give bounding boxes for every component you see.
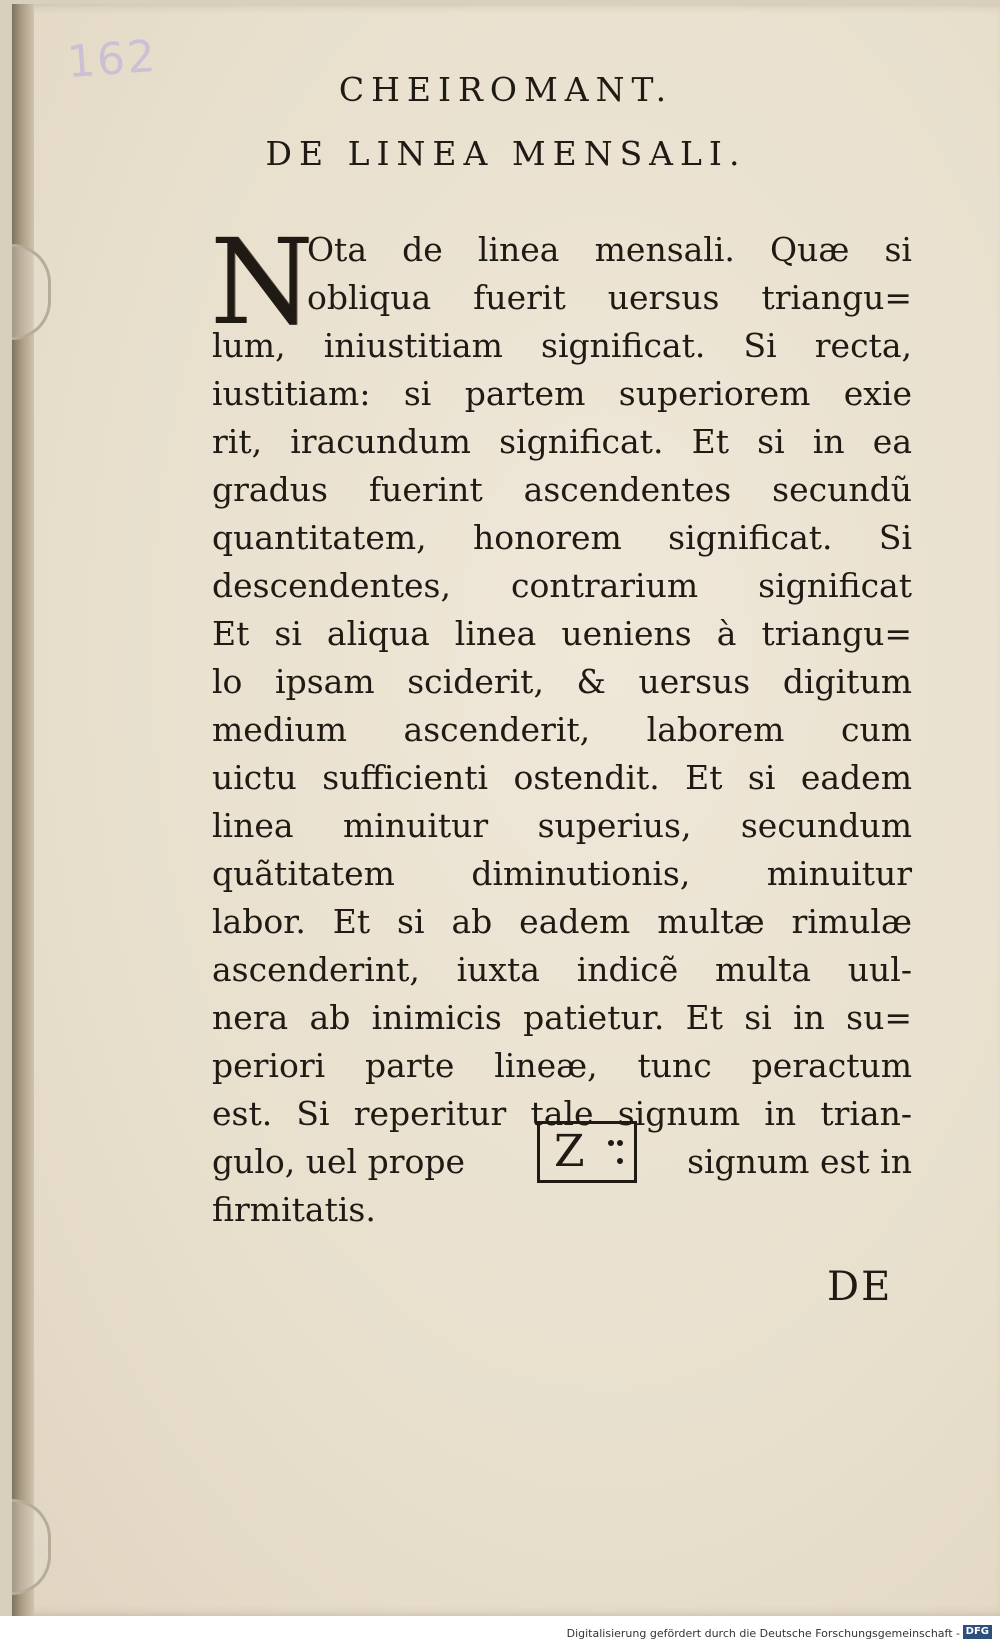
text-line: gradus fuerint ascendentes secundũ bbox=[212, 470, 912, 509]
text-line: obliqua fuerit uersus triangu= bbox=[307, 278, 912, 317]
text-line: quantitatem, honorem significat. Si bbox=[212, 518, 912, 557]
text-line-after-sign: signum est in bbox=[687, 1142, 912, 1181]
text-line: iustitiam: si partem superiorem exie bbox=[212, 374, 912, 413]
text-line: lum, iniustitiam significat. Si recta, bbox=[212, 326, 912, 365]
text-line: labor. Et si ab eadem multæ rimulæ bbox=[212, 902, 912, 941]
page-clip-bottom bbox=[12, 1499, 51, 1595]
text-line: Et si aliqua linea ueniens à triangu= bbox=[212, 614, 912, 653]
text-line: nera ab inimicis patietur. Et si in su= bbox=[212, 998, 912, 1037]
text-line: medium ascenderit, laborem cum bbox=[212, 710, 912, 749]
text-line: quãtitatem diminutionis, minuitur bbox=[212, 854, 912, 893]
running-head: CHEIROMANT. bbox=[338, 70, 674, 109]
page-clip-top bbox=[12, 244, 51, 340]
text-line: Ota de linea mensali. Quæ si bbox=[307, 230, 912, 269]
sign-glyph: Z bbox=[554, 1126, 585, 1177]
catchword: DE bbox=[827, 1264, 893, 1310]
book-page bbox=[12, 4, 1000, 1616]
text-line-before-sign: gulo, uel prope bbox=[212, 1142, 466, 1181]
folio-number: 162 bbox=[65, 30, 159, 89]
text-line: rit, iracundum significat. Et si in ea bbox=[212, 422, 912, 461]
text-line: uictu sufficienti ostendit. Et si eadem bbox=[212, 758, 912, 797]
text-line: linea minuitur superius, secundum bbox=[212, 806, 912, 845]
text-line: est. Si reperitur tale signum in trian- bbox=[212, 1094, 912, 1133]
text-line: periori parte lineæ, tunc peractum bbox=[212, 1046, 912, 1085]
text-line: descendentes, contrarium significat bbox=[212, 566, 912, 605]
sign-dots bbox=[606, 1134, 624, 1174]
section-title: DE LINEA MENSALI. bbox=[265, 134, 747, 173]
text-line: firmitatis. bbox=[212, 1190, 376, 1229]
text-line: lo ipsam sciderit, & uersus digitum bbox=[212, 662, 912, 701]
footer-credit: Digitalisierung gefördert durch die Deutsche Forschungsgemeinschaft - bbox=[566, 1627, 960, 1640]
drop-cap: N bbox=[210, 213, 314, 351]
text-line: ascenderint, iuxta indicẽ multa uul- bbox=[212, 950, 912, 989]
body-text bbox=[210, 213, 912, 1234]
palmistry-sign-figure bbox=[537, 1121, 637, 1183]
dfg-logo: DFG bbox=[963, 1625, 992, 1639]
